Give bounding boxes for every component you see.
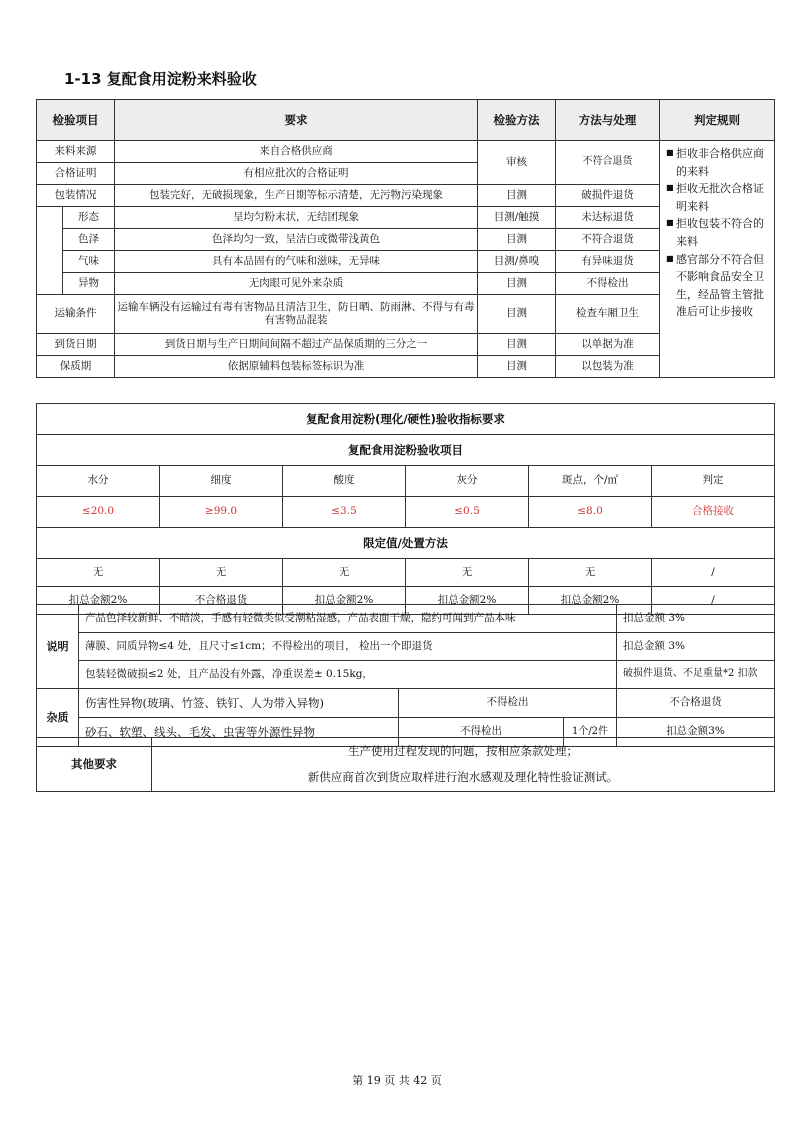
requirement-cell: 无肉眼可见外来杂质 <box>115 273 478 295</box>
header-method: 检验方法 <box>478 100 556 141</box>
square-bullet-icon: ■ <box>666 183 674 193</box>
handling-cell: 未达标退货 <box>556 207 660 229</box>
list-item: ■ 感官部分不符合但不影响食品安全卫生，经品管主管批准后可让步接收 <box>666 251 770 321</box>
limit-cell: / <box>652 587 775 615</box>
indicator-value: ≤20.0 <box>37 497 160 528</box>
item-cell: 保质期 <box>37 356 115 378</box>
section-title-requirements: 复配食用淀粉(理化/硬性)验收指标要求 <box>37 404 775 435</box>
indicator-value: 合格接收 <box>652 497 775 528</box>
method-cell: 目测 <box>478 273 556 295</box>
method-cell: 目测 <box>478 185 556 207</box>
table-row <box>37 466 775 497</box>
handling-cell: 以包装为准 <box>556 356 660 378</box>
indicator-value: ≥99.0 <box>160 497 283 528</box>
table-row <box>37 661 775 689</box>
item-cell: 气味 <box>63 251 115 273</box>
limit-cell: 无 <box>160 559 283 587</box>
list-item: ■ 拒收非合格供应商的来料 <box>666 145 770 180</box>
table-row <box>37 141 775 163</box>
limit-cell: 不合格退货 <box>160 587 283 615</box>
note-text: 薄膜、同质异物≤4 处，且尺寸≤1cm；不得检出的项目， 检出一个即退货 <box>79 633 617 661</box>
item-cell: 来料来源 <box>37 141 115 163</box>
section-title-items: 复配食用淀粉验收项目 <box>37 435 775 466</box>
impurity-desc: 砂石、软塑、线头、毛发、虫害等外源性异物 <box>79 718 399 747</box>
indicator-value: ≤0.5 <box>406 497 529 528</box>
header-item: 检验项目 <box>37 100 115 141</box>
handling-cell: 破损件退货 <box>556 185 660 207</box>
other-label: 其他要求 <box>37 738 152 792</box>
list-item: ■ 拒收无批次合格证明来料 <box>666 180 770 215</box>
other-line: 生产使用过程发现的问题，按相应条款处理； <box>348 744 578 759</box>
handling-cell: 有异味退货 <box>556 251 660 273</box>
table-row <box>37 559 775 587</box>
table-row <box>37 605 775 633</box>
limit-cell: 无 <box>37 559 160 587</box>
square-bullet-icon: ■ <box>666 253 674 263</box>
table-row <box>37 497 775 528</box>
item-cell: 形态 <box>63 207 115 229</box>
note-action: 扣总金额 3% <box>617 605 775 633</box>
limit-cell: 扣总金额2% <box>406 587 529 615</box>
requirement-cell: 运输车辆没有运输过有毒有害物品且清洁卫生，防日晒、防雨淋、不得与有毒有害物品混装 <box>115 295 478 334</box>
header-requirement: 要求 <box>115 100 478 141</box>
page-footer: 第 19 页 共 42 页 <box>352 1074 442 1087</box>
method-cell: 目测/鼻嗅 <box>478 251 556 273</box>
handling-cell: 以单据为准 <box>556 334 660 356</box>
other-text <box>152 738 775 792</box>
requirement-cell: 呈均匀粉末状，无结团现象 <box>115 207 478 229</box>
impurity-handling: 扣总金额3% <box>617 718 775 747</box>
indicator-table <box>36 403 775 615</box>
impurity-limit: 不得检出 <box>399 689 617 718</box>
method-cell: 审核 <box>478 141 556 185</box>
indicator-header: 斑点，个/㎡ <box>529 466 652 497</box>
impurity-label: 杂质 <box>37 689 79 747</box>
method-cell: 目测 <box>478 334 556 356</box>
item-cell: 异物 <box>63 273 115 295</box>
impurity-limit: 不得检出 <box>399 718 564 747</box>
handling-cell: 不得检出 <box>556 273 660 295</box>
table-row <box>37 738 775 792</box>
limit-cell: 无 <box>406 559 529 587</box>
note-action: 扣总金额 3% <box>617 633 775 661</box>
square-bullet-icon: ■ <box>666 218 674 228</box>
method-cell: 目测 <box>478 356 556 378</box>
handling-cell: 不符合退货 <box>556 229 660 251</box>
limit-cell: 扣总金额2% <box>37 587 160 615</box>
notes-table <box>36 604 775 747</box>
limit-cell: 扣总金额2% <box>283 587 406 615</box>
judgement-rules <box>660 141 775 378</box>
method-cell: 目测 <box>478 295 556 334</box>
item-cell: 包装情况 <box>37 185 115 207</box>
requirement-cell: 依据原辅料包装标签标识为准 <box>115 356 478 378</box>
indicator-value: ≤3.5 <box>283 497 406 528</box>
square-bullet-icon: ■ <box>666 148 674 157</box>
item-cell: 到货日期 <box>37 334 115 356</box>
notes-label: 说明 <box>37 605 79 689</box>
section-title-limits: 限定值/处置方法 <box>37 528 775 559</box>
note-text: 包装轻微破损≤2 处，且产品没有外露，净重误差± 0.15kg， <box>79 661 617 689</box>
note-text: 产品色泽较新鲜、不暗淡，手感有轻微类似受潮粘湿感，产品表面干燥，隐约可闻到产品本味 <box>79 605 617 633</box>
item-cell: 色泽 <box>63 229 115 251</box>
indicator-header: 细度 <box>160 466 283 497</box>
indicator-header: 水分 <box>37 466 160 497</box>
limit-cell: 扣总金额2% <box>529 587 652 615</box>
item-cell: 运输条件 <box>37 295 115 334</box>
method-cell: 目测 <box>478 229 556 251</box>
impurity-count: 1个/2件 <box>564 718 617 747</box>
header-rule: 判定规则 <box>660 100 775 141</box>
impurity-handling: 不合格退货 <box>617 689 775 718</box>
inspection-table <box>36 99 775 378</box>
method-cell: 目测/触摸 <box>478 207 556 229</box>
indicator-header: 判定 <box>652 466 775 497</box>
table-row <box>37 633 775 661</box>
indicator-header: 酸度 <box>283 466 406 497</box>
handling-cell: 不符合退货 <box>556 141 660 185</box>
table-row <box>37 689 775 718</box>
other-requirements-table <box>36 737 775 792</box>
indicator-value: ≤8.0 <box>529 497 652 528</box>
requirement-cell: 到货日期与生产日期间间隔不超过产品保质期的三分之一 <box>115 334 478 356</box>
note-action: 破损件退货、不足重量*2 扣款 <box>617 661 775 689</box>
indicator-header: 灰分 <box>406 466 529 497</box>
header-handling: 方法与处理 <box>556 100 660 141</box>
limit-cell: 无 <box>529 559 652 587</box>
handling-cell: 检查车厢卫生 <box>556 295 660 334</box>
limit-cell: / <box>652 559 775 587</box>
page-title: 1-13 复配食用淀粉来料验收 <box>64 70 257 88</box>
requirement-cell: 来自合格供应商 <box>115 141 478 163</box>
requirement-cell: 包装完好，无破损现象，生产日期等标示清楚，无污物污染现象 <box>115 185 478 207</box>
requirement-cell: 有相应批次的合格证明 <box>115 163 478 185</box>
list-item: ■ 拒收包装不符合的来料 <box>666 215 770 250</box>
table-header-row <box>37 100 775 141</box>
limit-cell: 无 <box>283 559 406 587</box>
requirement-cell: 具有本品固有的气味和滋味，无异味 <box>115 251 478 273</box>
impurity-desc: 伤害性异物(玻璃、竹签、铁钉、人为带入异物) <box>79 689 399 718</box>
requirement-cell: 色泽均匀一致，呈洁白或微带浅黄色 <box>115 229 478 251</box>
item-cell: 合格证明 <box>37 163 115 185</box>
sensory-group-cell <box>37 207 63 295</box>
other-line: 新供应商首次到货应取样进行泡水感观及理化特性验证测试。 <box>307 769 619 784</box>
